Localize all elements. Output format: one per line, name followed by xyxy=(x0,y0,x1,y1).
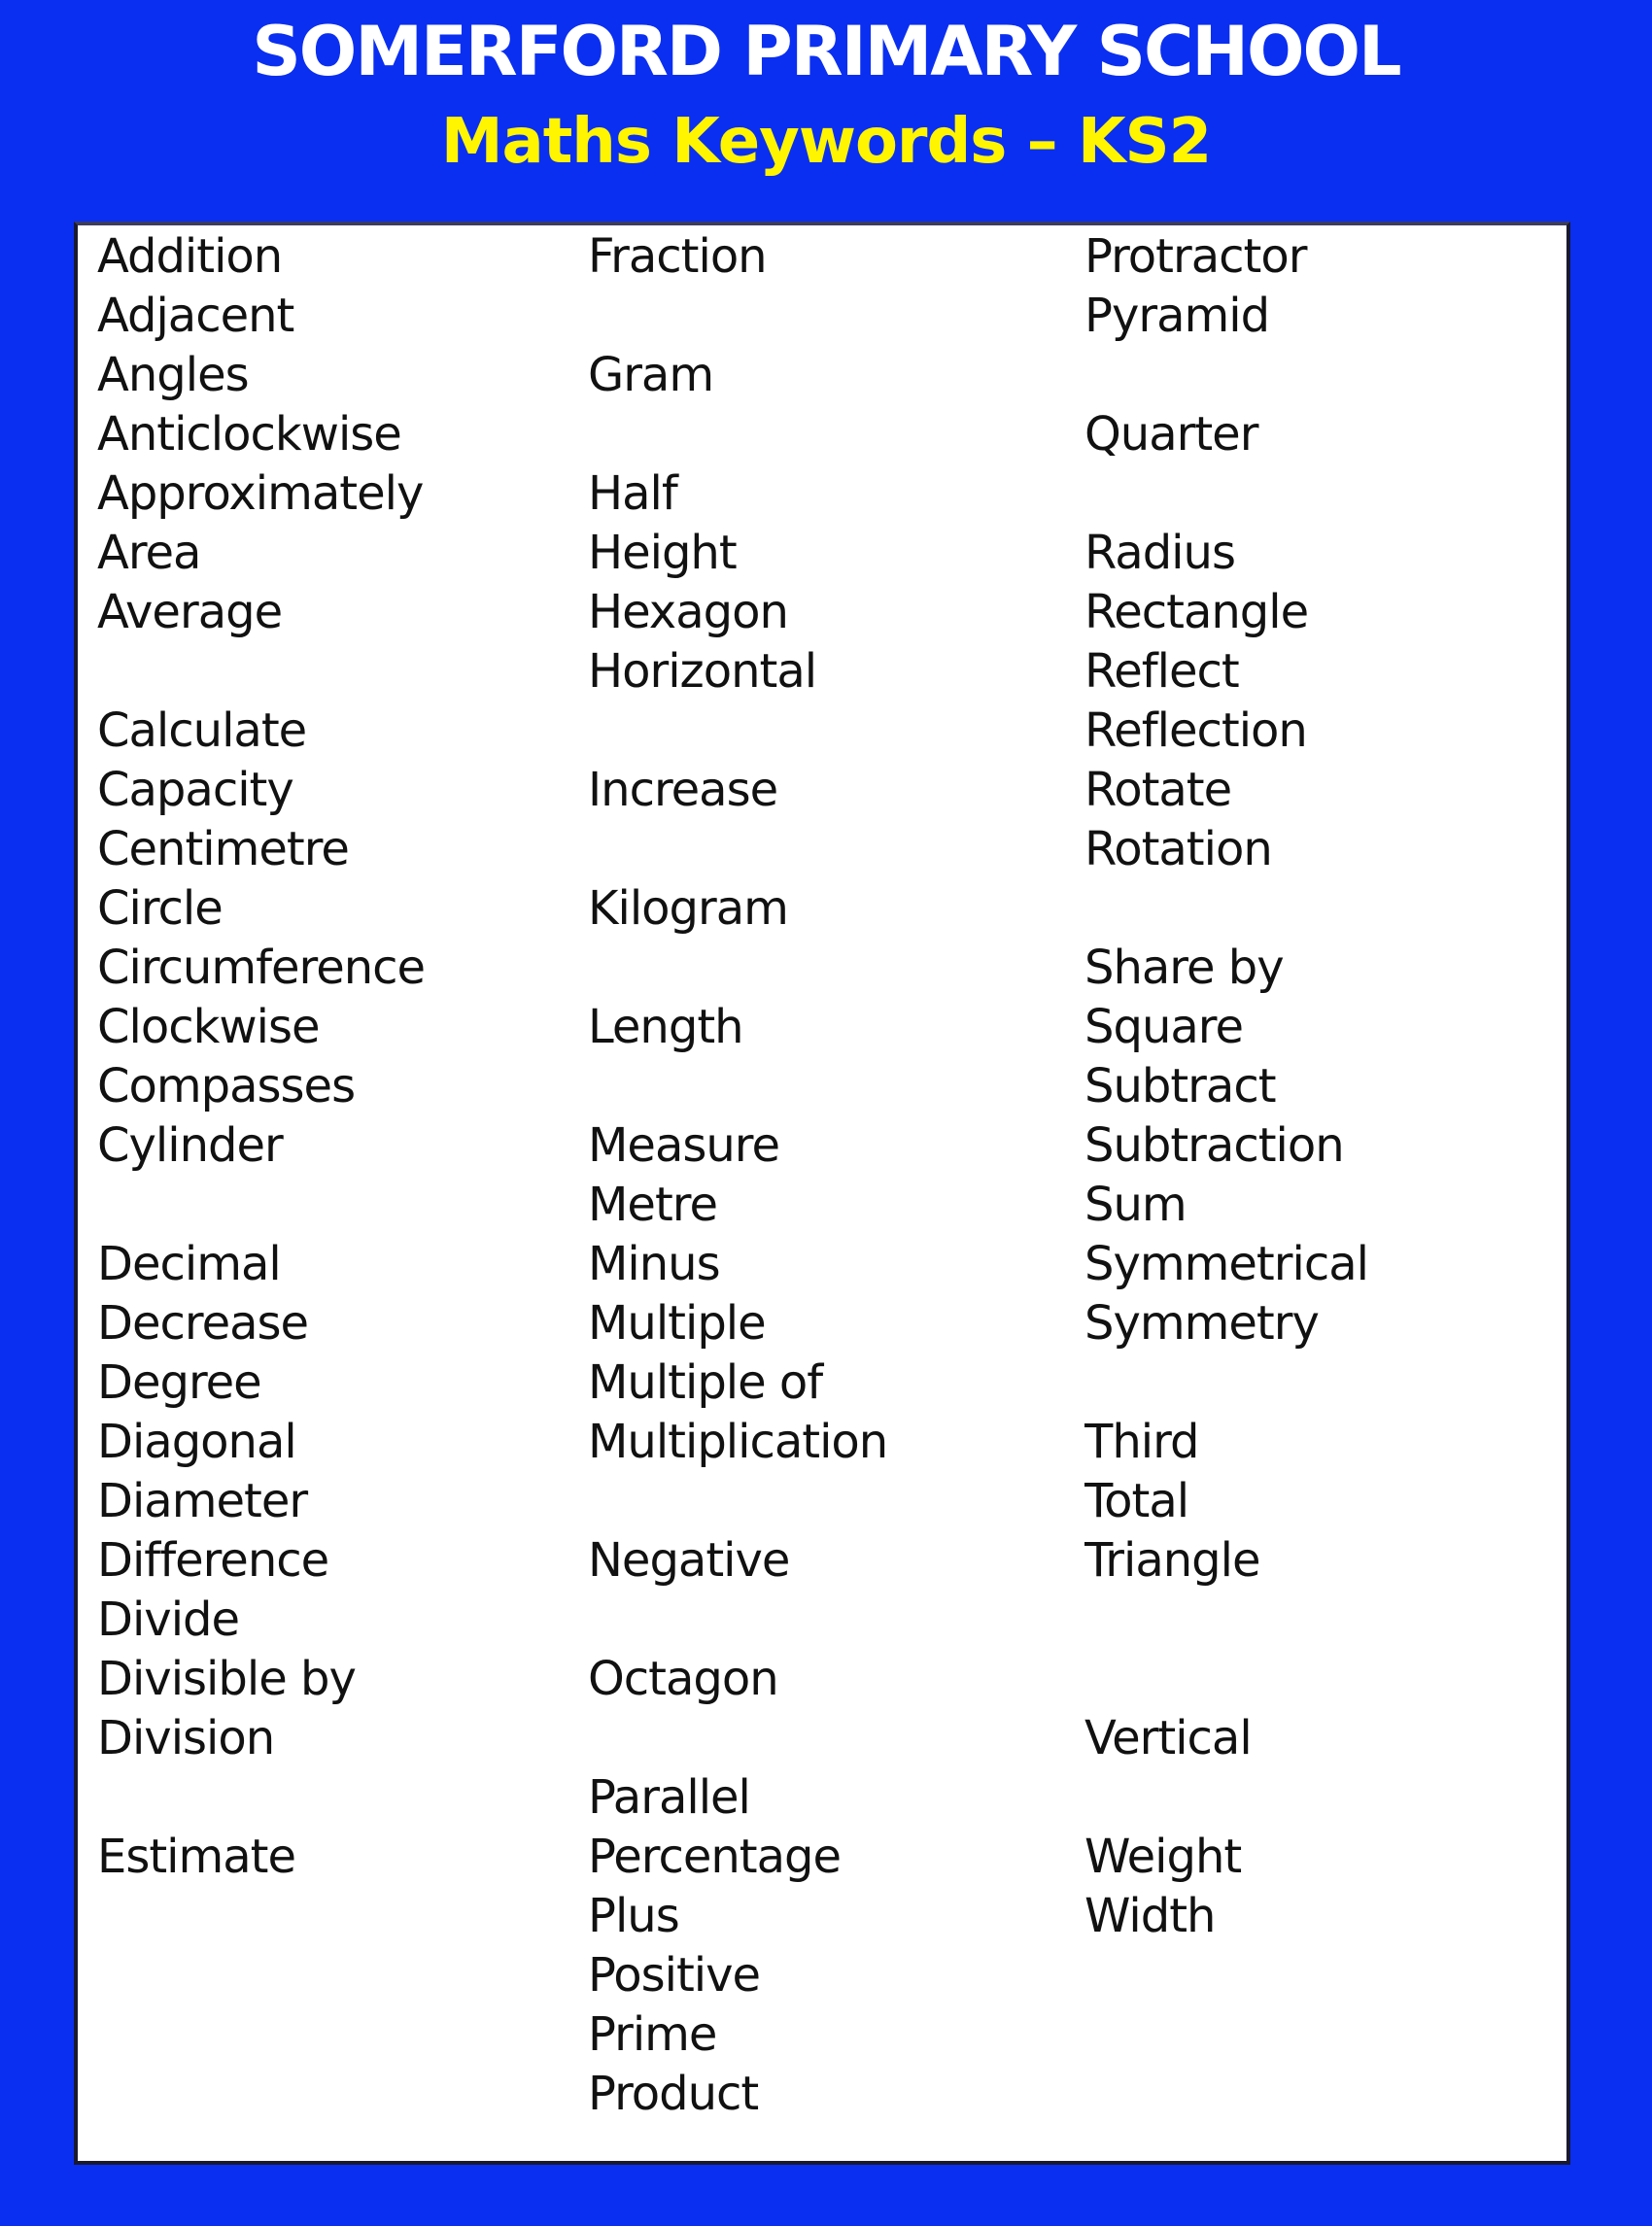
keyword: Percentage xyxy=(588,1830,842,1884)
keyword: Share by xyxy=(1084,941,1284,995)
keyword: Horizontal xyxy=(588,644,817,699)
keyword: Gram xyxy=(588,348,714,402)
keyword: Decrease xyxy=(97,1296,309,1351)
keyword-blank xyxy=(1084,2065,1566,2124)
keyword: Symmetrical xyxy=(1084,1237,1368,1291)
keyword: Width xyxy=(1084,1889,1216,1943)
keyword: Metre xyxy=(588,1178,717,1232)
keyword: Cylinder xyxy=(97,1118,283,1173)
keyword-blank xyxy=(97,1887,588,1946)
keyword-blank xyxy=(1084,1591,1566,1650)
keywords-sheet xyxy=(74,222,1570,2165)
keyword: Reflection xyxy=(1084,703,1307,758)
keyword-blank xyxy=(1084,1650,1566,1709)
keyword: Compasses xyxy=(97,1059,356,1113)
keyword: Measure xyxy=(588,1118,779,1173)
keyword: Reflect xyxy=(1084,644,1239,699)
keyword-blank xyxy=(588,405,1084,464)
keyword: Radius xyxy=(1084,526,1235,580)
keyword: Third xyxy=(1084,1415,1199,1469)
keyword: Octagon xyxy=(588,1652,778,1706)
keyword: Quarter xyxy=(1084,407,1258,462)
keyword: Sum xyxy=(1084,1178,1187,1232)
keyword: Division xyxy=(97,1711,275,1765)
keyword: Centimetre xyxy=(97,822,349,876)
keyword: Multiplication xyxy=(588,1415,888,1469)
keyword: Weight xyxy=(1084,1830,1242,1884)
keyword: Pyramid xyxy=(1084,289,1270,343)
keyword: Height xyxy=(588,526,737,580)
keyword: Positive xyxy=(588,1948,761,2003)
keyword-blank xyxy=(1084,1946,1566,2005)
keyword: Square xyxy=(1084,1000,1243,1054)
keyword: Vertical xyxy=(1084,1711,1252,1765)
keyword: Protractor xyxy=(1084,229,1307,284)
keyword-blank xyxy=(1084,2005,1566,2065)
keyword: Subtraction xyxy=(1084,1118,1344,1173)
keyword: Estimate xyxy=(97,1830,296,1884)
keyword-blank xyxy=(1084,879,1566,939)
keyword: Rectangle xyxy=(1084,585,1309,639)
keyword-blank xyxy=(97,2065,588,2124)
keyword: Multiple xyxy=(588,1296,766,1351)
keyword: Calculate xyxy=(97,703,307,758)
keyword-blank xyxy=(588,287,1084,346)
keyword: Average xyxy=(97,585,283,639)
keyword: Length xyxy=(588,1000,743,1054)
keyword: Product xyxy=(588,2067,759,2121)
keyword: Degree xyxy=(97,1355,261,1410)
keyword: Plus xyxy=(588,1889,679,1943)
keyword-blank xyxy=(97,1768,588,1828)
keyword: Anticlockwise xyxy=(97,407,401,462)
keyword: Subtract xyxy=(1084,1059,1276,1113)
keyword: Circumference xyxy=(97,941,426,995)
keyword: Diameter xyxy=(97,1474,308,1528)
keyword-blank xyxy=(1084,1768,1566,1828)
keyword: Rotate xyxy=(1084,763,1232,817)
keyword: Hexagon xyxy=(588,585,788,639)
keyword: Diagonal xyxy=(97,1415,296,1469)
keyword: Clockwise xyxy=(97,1000,320,1054)
keyword: Adjacent xyxy=(97,289,294,343)
keyword: Total xyxy=(1084,1474,1189,1528)
keyword-blank xyxy=(1084,346,1566,405)
keyword: Rotation xyxy=(1084,822,1272,876)
keyword-blank xyxy=(588,702,1084,761)
keyword: Parallel xyxy=(588,1770,750,1825)
keyword-column-3 xyxy=(1084,225,1566,2124)
school-name: SOMERFORD PRIMARY SCHOOL xyxy=(252,12,1400,91)
keyword: Prime xyxy=(588,2007,717,2062)
keyword: Negative xyxy=(588,1533,790,1588)
keyword: Angles xyxy=(97,348,249,402)
keyword-blank xyxy=(97,1176,588,1235)
keyword: Divide xyxy=(97,1592,240,1647)
keyword-blank xyxy=(588,1591,1084,1650)
keyword: Decimal xyxy=(97,1237,281,1291)
keyword: Fraction xyxy=(588,229,767,284)
keyword: Circle xyxy=(97,881,223,936)
keyword-column-2 xyxy=(588,225,1084,2124)
keyword: Minus xyxy=(588,1237,720,1291)
keyword-blank xyxy=(97,642,588,702)
keyword-blank xyxy=(588,1472,1084,1531)
keyword: Increase xyxy=(588,763,778,817)
keyword-blank xyxy=(588,1709,1084,1768)
keyword: Multiple of xyxy=(588,1355,823,1410)
keyword: Approximately xyxy=(97,466,424,521)
keyword: Capacity xyxy=(97,763,293,817)
keyword-blank xyxy=(588,939,1084,998)
keyword-blank xyxy=(588,1057,1084,1116)
keyword: Divisible by xyxy=(97,1652,356,1706)
keyword-blank xyxy=(1084,1353,1566,1413)
keyword-blank xyxy=(1084,464,1566,524)
keyword: Difference xyxy=(97,1533,329,1588)
sheet-title: Maths Keywords – KS2 xyxy=(440,106,1212,178)
keyword: Symmetry xyxy=(1084,1296,1319,1351)
page-header xyxy=(0,0,1652,178)
keyword-blank xyxy=(97,1946,588,2005)
keyword-blank xyxy=(588,820,1084,879)
keyword: Area xyxy=(97,526,201,580)
keyword: Triangle xyxy=(1084,1533,1260,1588)
keyword: Addition xyxy=(97,229,283,284)
keyword-blank xyxy=(97,2005,588,2065)
keyword: Half xyxy=(588,466,677,521)
keyword: Kilogram xyxy=(588,881,788,936)
keyword-column-1 xyxy=(97,225,588,2124)
